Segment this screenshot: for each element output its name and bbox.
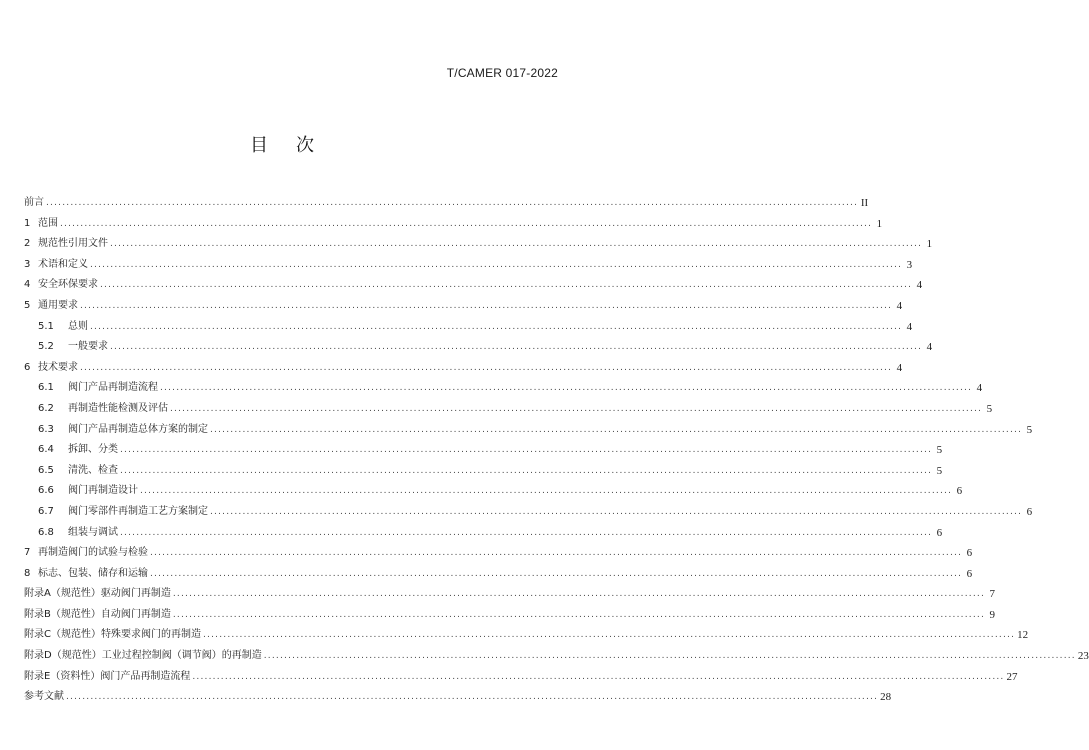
toc-entry[interactable] (24, 441, 943, 457)
toc-entry-number: 3 (24, 258, 31, 270)
toc-entry-label (24, 341, 108, 353)
toc-entry-label (24, 444, 118, 456)
dot-leader: ........................................................................................................................................................................................................ (80, 300, 893, 311)
toc-entry-page: 5 (936, 464, 943, 477)
toc-entry[interactable] (24, 215, 883, 230)
dot-leader: ........................................................................................................................................................................................................ (90, 259, 903, 270)
toc-entry-label (24, 485, 138, 497)
toc-entry-text: 阀门再制造设计 (68, 485, 138, 497)
toc-entry-number: 6.3 (38, 423, 54, 435)
toc-entry-text: 范围 (38, 217, 58, 229)
toc-entry-page: 7 (989, 588, 996, 601)
toc-entry-number: 6.4 (38, 444, 54, 456)
toc-entry[interactable] (24, 462, 943, 477)
toc-entry-page: 6 (966, 547, 973, 560)
toc-entry-number: 5.1 (38, 320, 54, 332)
toc-entry-page: 5 (986, 402, 993, 415)
toc-entry-text: 前言 (24, 197, 44, 208)
toc-entry-text: 通用要求 (38, 299, 78, 311)
toc-entry-number: 6 (24, 361, 31, 373)
toc-entry-text: 阀门产品再制造总体方案的制定 (68, 423, 208, 435)
toc-entry-page: 4 (906, 320, 913, 333)
toc-entry-label (24, 382, 158, 394)
dot-leader: ........................................................................................................................................................................................................ (100, 280, 913, 291)
dot-leader: ........................................................................................................................................................................................................ (120, 465, 933, 476)
dot-leader: ........................................................................................................................................................................................................ (120, 527, 933, 538)
toc-entry-page: 6 (1026, 505, 1033, 518)
toc-entry-page: 4 (976, 382, 983, 395)
toc-entry-text: 组装与调试 (68, 526, 118, 538)
toc-entry[interactable] (24, 297, 903, 312)
toc-entry-page: 6 (936, 526, 943, 539)
dot-leader: ........................................................................................................................................................................................................ (110, 239, 923, 250)
toc-entry-label (24, 609, 171, 621)
toc-entry-page: 3 (906, 258, 913, 271)
toc-entry-label (24, 629, 201, 641)
toc-entry-page: 23 (1077, 650, 1089, 663)
toc-entry-text: 附录C（规范性）特殊要求阀门的再制造 (24, 629, 201, 641)
toc-entry-label (24, 691, 64, 703)
dot-leader: ........................................................................................................................................................................................................ (140, 486, 953, 497)
toc-entry-label (24, 238, 108, 250)
toc-entry-number: 6.8 (38, 526, 54, 538)
dot-leader: ........................................................................................................................................................................................................ (172, 609, 986, 620)
toc-entry-number: 6.2 (38, 402, 54, 414)
toc-entry-text: 参考文献 (24, 691, 64, 703)
toc-entry-text: 阀门产品再制造流程 (68, 382, 158, 394)
toc-entry[interactable] (24, 256, 913, 271)
dot-leader: ........................................................................................................................................................................................................ (46, 198, 859, 208)
toc-entry-label (24, 650, 262, 662)
toc-entry[interactable] (24, 421, 1033, 436)
toc-entry-page: 5 (936, 444, 943, 457)
toc-entry-label (24, 279, 98, 291)
dot-leader: ........................................................................................................................................................................................................ (110, 342, 923, 353)
toc-entry-number: 2 (24, 238, 31, 250)
toc-entry-label (24, 403, 168, 415)
dot-leader: ........................................................................................................................................................................................................ (210, 424, 1023, 435)
toc-entry-number: 6.7 (38, 505, 54, 517)
toc-entry[interactable] (24, 379, 983, 395)
toc-entry-text: 附录D（规范性）工业过程控制阀（调节阀）的再制造 (24, 650, 262, 662)
toc-entry-text: 附录E（资料性）阀门产品再制造流程 (24, 670, 191, 682)
dot-leader: ........................................................................................................................................................................................................ (150, 568, 963, 579)
toc-entry-label (24, 424, 208, 436)
toc-entry[interactable] (24, 668, 1018, 683)
toc-entry-label (24, 568, 148, 580)
toc-entry-number: 4 (24, 279, 31, 291)
toc-entry-label (24, 321, 88, 333)
toc-entry[interactable] (24, 400, 993, 415)
toc-entry-text: 安全环保要求 (38, 279, 98, 291)
toc-entry-page: 4 (896, 361, 903, 374)
toc-entry[interactable] (24, 585, 996, 601)
toc-entry-number: 1 (24, 217, 31, 229)
dot-leader: ........................................................................................................................................................................................................ (60, 218, 873, 229)
document-code: T/CAMER 017-2022 (446, 66, 558, 80)
dot-leader: ........................................................................................................................................................................................................ (170, 403, 983, 414)
toc-entry-number: 6.6 (38, 485, 54, 497)
toc-entry[interactable] (24, 647, 1089, 663)
toc-entry[interactable] (24, 524, 943, 539)
dot-leader: ........................................................................................................................................................................................................ (120, 445, 933, 456)
toc-entry[interactable] (24, 544, 973, 560)
toc-entry[interactable] (24, 276, 923, 292)
dot-leader: ........................................................................................................................................................................................................ (90, 321, 903, 332)
toc-entry[interactable] (24, 194, 869, 209)
toc-entry-page: 1 (926, 238, 933, 251)
toc-entry-label (24, 259, 88, 271)
toc-entry-number: 6.1 (38, 382, 54, 394)
toc-entry-label (24, 588, 171, 600)
toc-entry-label (24, 671, 190, 683)
toc-entry-label (24, 218, 58, 230)
toc-entry-number: 5 (24, 299, 31, 311)
toc-entry-text: 阀门零部件再制造工艺方案制定 (68, 505, 208, 517)
toc-entry[interactable] (24, 503, 1033, 518)
dot-leader: ........................................................................................................................................................................................................ (80, 362, 893, 373)
toc-entry[interactable] (24, 235, 933, 251)
toc-entry-label (24, 465, 118, 477)
toc-entry-text: 拆卸、分类 (68, 444, 118, 456)
toc-entry[interactable] (24, 482, 963, 498)
toc-entry-page: 4 (896, 299, 903, 312)
table-of-contents (24, 194, 1089, 709)
dot-leader: ........................................................................................................................................................................................................ (192, 671, 1005, 682)
toc-entry[interactable] (24, 606, 996, 621)
toc-entry-label (24, 362, 78, 374)
toc-entry-page: 9 (989, 608, 996, 621)
toc-entry-text: 附录B（规范性）自动阀门再制造 (24, 608, 171, 620)
toc-entry-label (24, 547, 148, 559)
toc-entry-page: 27 (1006, 670, 1018, 683)
toc-entry-label (24, 197, 44, 209)
toc-entry[interactable] (24, 626, 1029, 642)
toc-entry-text: 术语和定义 (38, 258, 88, 270)
toc-entry[interactable] (24, 318, 913, 333)
dot-leader: ........................................................................................................................................................................................................ (210, 506, 1023, 517)
dot-leader: ........................................................................................................................................................................................................ (66, 692, 879, 703)
toc-entry-number: 8 (24, 567, 31, 579)
toc-entry-text: 总则 (68, 320, 88, 332)
toc-entry-text: 规范性引用文件 (38, 238, 108, 250)
toc-entry[interactable] (24, 338, 933, 354)
dot-leader: ........................................................................................................................................................................................................ (202, 630, 1016, 641)
dot-leader: ........................................................................................................................................................................................................ (172, 589, 986, 600)
toc-entry-page: 4 (916, 279, 923, 292)
toc-entry-label (24, 527, 118, 539)
dot-leader: ........................................................................................................................................................................................................ (160, 383, 973, 394)
toc-entry[interactable] (24, 359, 903, 374)
toc-entry-text: 一般要求 (68, 341, 108, 353)
toc-entry-label (24, 506, 208, 518)
toc-entry-text: 再制造阀门的试验与检验 (38, 547, 148, 559)
toc-entry-text: 再制造性能检测及评估 (68, 402, 168, 414)
page-title: 目次 (250, 135, 342, 156)
toc-entry-page: 6 (956, 485, 963, 498)
toc-entry-page: 4 (926, 341, 933, 354)
toc-entry-page: 12 (1017, 629, 1029, 642)
toc-entry-page: 5 (1026, 423, 1033, 436)
toc-entry[interactable] (24, 688, 892, 704)
toc-entry-label (24, 300, 78, 312)
toc-entry-text: 技术要求 (38, 361, 78, 373)
toc-entry-text: 标志、包装、储存和运输 (38, 567, 148, 579)
toc-entry-number: 5.2 (38, 341, 54, 353)
toc-entry-page: 6 (966, 567, 973, 580)
toc-entry-page: 28 (880, 691, 892, 704)
toc-entry[interactable] (24, 565, 973, 580)
toc-entry-page: II (860, 197, 869, 209)
dot-leader: ........................................................................................................................................................................................................ (150, 548, 963, 559)
toc-entry-page: 1 (876, 217, 883, 230)
dot-leader: ........................................................................................................................................................................................................ (263, 651, 1076, 662)
toc-entry-number: 6.5 (38, 464, 54, 476)
toc-entry-text: 清洗、检查 (68, 464, 118, 476)
toc-entry-text: 附录A（规范性）驱动阀门再制造 (24, 588, 171, 600)
toc-entry-number: 7 (24, 547, 31, 559)
